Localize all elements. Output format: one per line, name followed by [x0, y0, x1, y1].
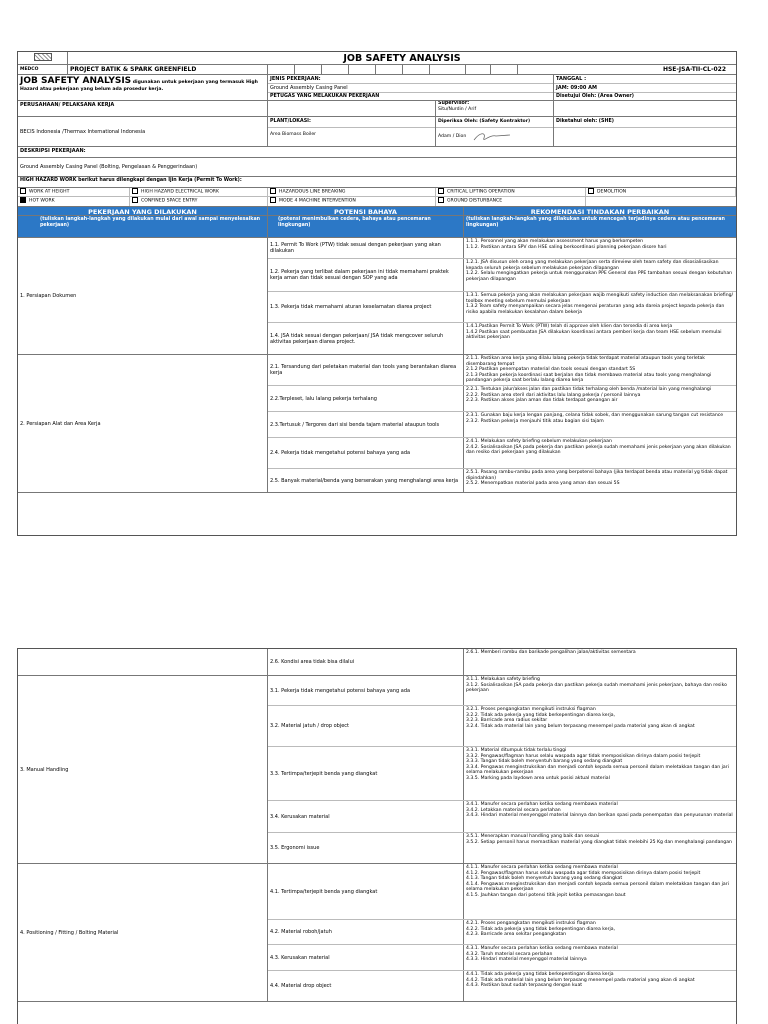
- potential-hazard: 1.1. Permit To Work (PTW) tidak sesuai dengan pekerjaan yang akan dilakukan: [268, 238, 464, 258]
- potential-hazard: 3.3. Tertimpa/terjepit benda yang diangkat: [268, 747, 464, 800]
- recommendation-line: 2.5.2. Menempatkan material pada area yang aman dan sesuai 5S: [466, 481, 620, 487]
- potential-hazard: 2.3.Tertusuk / Tergores dari sisi benda tajam material ataupun tools: [268, 412, 464, 437]
- hazard-row: [268, 355, 736, 386]
- recommendation-cell: [464, 706, 736, 746]
- perusahaan-value: BECIS Indonesia /Thermax International Indonesia: [20, 128, 146, 135]
- recommendation-line: 3.4.3. Hindari material menyenggol material lainnya dan berikan spasi pada penempatan dan penyusunan material: [466, 813, 733, 819]
- jsa-page-1: [17, 51, 737, 536]
- recommendation-line: 3.4.2. Letakkan material secara perlahan: [466, 807, 561, 813]
- recommendation-cell: [464, 971, 736, 1001]
- job-step-rows: [268, 355, 736, 492]
- hazard-checkbox[interactable]: [20, 197, 26, 203]
- potential-hazard: 3.5. Ergonomi issue: [268, 833, 464, 863]
- recommendation-line: 3.2.4. Tidak ada material lain yang belum terpasang menempel pada material yang akan di angkat: [466, 723, 695, 729]
- job-step-rows: [268, 238, 736, 354]
- recommendation-line: 3.5.2. Setiap personil harus memastikan material yang diangkat tidak melebihi 25 Kg dan menghalangi pandangan: [466, 839, 732, 845]
- hazard-label: HAZARDOUS LINE BREAKING: [279, 189, 346, 195]
- recommendation-line: 3.1.2. Sosialisasikan JSA pada pekerja dan pastikan pekerja sudah memahami jenis pekerjaan, bahaya dan resiko pekerjaan: [466, 682, 727, 694]
- recommendation-line: 2.1.1. Pastikan area kerja yang dilalu lalang pekerja tidak terdapat material ataupun tools yang terletak disembarang tempat: [466, 356, 705, 367]
- hazard-label: CONFINED SPACE ENTRY: [141, 198, 198, 204]
- hazard-checkbox[interactable]: [588, 188, 594, 194]
- diperiksa-row: [436, 128, 553, 146]
- recommendation-line: 3.3.2. Pengawas/flagman harus selalu waspada agar tidak memposisikan dirinya dalam posisi terjepit: [466, 753, 701, 759]
- recommendation-line: 2.2.1. Tentukan jalur/akses jalan dan pastikan tidak terhalang oleh benda /material lain yang menghalangi: [466, 387, 712, 392]
- plant-value: Area Biomass Boiler: [270, 132, 317, 137]
- spacer-f: [403, 65, 430, 74]
- recommendation-line: 3.3.5. Marking pada laydown area untuk posisi aktual material: [466, 775, 610, 781]
- deskripsi-value-row: [18, 158, 736, 177]
- col-sub-potensi: (potensi menimbulkan cedera, bahaya atau pencemaran lingkungan): [268, 216, 464, 237]
- column-header-row: [18, 207, 736, 216]
- col-header-potensi: POTENSI BAHAYA: [268, 207, 464, 215]
- signature-image: [472, 130, 512, 144]
- hazard-checkbox[interactable]: [20, 188, 26, 194]
- spacer-g: [430, 65, 466, 74]
- supervisor-spacer: [268, 101, 436, 116]
- recommendation-line: 2.4.2. Sosialisasikan JSA pada pekerja dan pastikan pekerja sudah memahami jenis pekerjaan yang akan dilakukan dan resiko dari pekerjaan yang dilakukan: [466, 444, 731, 456]
- job-step-block: [18, 238, 736, 355]
- recommendation-line: 2.3.2. Pastikan pekerja menjauhi titik atau bagian sisi tajam: [466, 418, 604, 424]
- recommendation-line: 1.3.2 Team safety menyampaikan secara jelas mengenai peraturan yang ada dareia project kepada pekerja dan risiko apabila melakukan kesalahan dalam bekerja: [466, 304, 725, 315]
- recommendation-cell: [464, 259, 736, 291]
- hazard-row: [268, 971, 736, 1001]
- potential-hazard: 1.3. Pekerja tidak memahami aturan keselamatan diarea project: [268, 292, 464, 322]
- main-title: JOB SAFETY ANALYSIS: [343, 53, 461, 64]
- recommendation-cell: [464, 920, 736, 944]
- recommendation-line: 2.4.1. Melakukan safety briefing sebelum melakukan pekerjaan: [466, 439, 612, 444]
- recommendation-line: 3.2.2. Tidak ada pekerja yang tidak berkepentingan diarea kerja,: [466, 712, 616, 718]
- job-step-name: 4. Positioning / Fitting / Bolting Material: [18, 864, 268, 1001]
- hazard-row: [268, 801, 736, 833]
- deskripsi-value: Ground Assembly Casing Panel (Bolting, Pengelasan & Penggerindaan): [20, 164, 198, 170]
- recommendation-line: 2.3.1. Gunakan baju kerja lengan panjang, celana tidak sobek, dan menggunakan sarung tangan cut resistance: [466, 413, 724, 418]
- hazard-option: [130, 197, 268, 206]
- diperiksa-cell: [436, 117, 554, 146]
- potential-hazard: 4.3. Kerusakan material: [268, 945, 464, 970]
- tanggal-label: TANGGAL :: [554, 75, 736, 84]
- hazard-row: [268, 747, 736, 801]
- jsa-title: JOB SAFETY ANALYSIS: [20, 76, 132, 86]
- hazard-checkbox[interactable]: [270, 188, 276, 194]
- recommendation-line: 3.2.3. Barricade area radius sekitar: [466, 718, 548, 724]
- recommendation-line: 4.3.3. Hindari material menyenggol material lainnya: [466, 957, 587, 963]
- recommendation-cell: [464, 412, 736, 437]
- jenis-value: Ground Assembly Casing Panel: [268, 84, 553, 93]
- hazard-option: [586, 188, 736, 197]
- hazard-row: [268, 292, 736, 323]
- jam-label: JAM: 09:00 AM: [554, 84, 736, 93]
- perusahaan-label: PERUSAHAAN/ PELAKSANA KERJA: [18, 101, 268, 116]
- col-sub-pekerjaan: (tuliskan langkah-langkah yang dilakukan mulai dari awal sampai menyelesaikan pekerjaan): [18, 216, 268, 237]
- logo-text: MEDCO: [18, 65, 68, 74]
- recommendation-line: 2.5.1. Pasang rambu-rambu pada area yang berpotensi bahaya (jika terdapat benda atau material yg tidak dapat dipindahkan): [466, 470, 728, 481]
- recommendation-cell: [464, 649, 736, 675]
- spacer-i: [491, 65, 518, 74]
- recommendation-line: 2.1.3 Pastikan pekerja koordinasi saat berjalan dan tidak membawa material atau tools yang menghalangi pandangan pekerja saat berlalu lalang diarea kerja: [466, 372, 712, 384]
- potential-hazard: 4.2. Material roboh/jatuh: [268, 920, 464, 944]
- hazard-row: [268, 323, 736, 354]
- tanggal-cell: [554, 75, 736, 100]
- recommendation-line: 2.6.1. Memberi rambu dan barikade pengalihan jalan/aktivitas sementara: [466, 650, 636, 655]
- spacer-d: [349, 65, 376, 74]
- hazard-row: [268, 238, 736, 259]
- hazard-option: [436, 197, 586, 206]
- steps-section-1: [18, 238, 736, 493]
- recommendation-line: 4.1.1. Manufer secara perlahan ketika sedang membawa material: [466, 865, 618, 870]
- plant-label: PLANT/LOKASI:: [268, 117, 435, 128]
- recommendation-line: 4.3.2. Taruh material secara perlahan: [466, 951, 553, 957]
- job-step-rows: [268, 676, 736, 863]
- potential-hazard: 3.4. Kerusakan material: [268, 801, 464, 832]
- jenis-cell: [268, 75, 554, 100]
- recommendation-line: 4.4.1. Tidak ada pekerja yang tidak berkepentingan diarea kerja: [466, 972, 614, 977]
- recommendation-cell: [464, 386, 736, 411]
- job-step-name: 1. Persiapan Dokumen: [18, 238, 268, 354]
- hazard-row: [268, 259, 736, 292]
- recommendation-cell: [464, 864, 736, 919]
- job-step-block: [18, 676, 736, 864]
- col-header-rekomendasi: REKOMENDASI TINDAKAN PERBAIKAN: [464, 207, 736, 215]
- potential-hazard: 4.1. Tertimpa/terjepit benda yang diangkat: [268, 864, 464, 919]
- diperiksa-value: Adam / Dion: [438, 134, 467, 139]
- hazard-option: [18, 197, 130, 206]
- recommendation-line: 3.3.4. Pengawas menginstruksikan dan menjadi contoh kepada semua personil dalam meletakkan tangan dan jari selama melakukan pekerjaan: [466, 764, 729, 776]
- recommendation-line: 4.3.1. Manufer secara perlahan ketika sedang membawa material: [466, 946, 618, 951]
- recommendation-line: 1.1.1. Personnel yang akan melakukan assessment harus yang berkompeten: [466, 239, 644, 244]
- hazard-checkbox[interactable]: [270, 197, 276, 203]
- hazard-option: [268, 188, 436, 197]
- hazard-label: DEMOLITION: [597, 189, 627, 195]
- deskripsi-label: DESKRIPSI PEKERJAAN:: [20, 148, 86, 154]
- recommendation-cell: [464, 676, 736, 705]
- jsa-desc-b: Hazard atau pekerjaan yang belum ada prosedur kerja.: [20, 87, 164, 92]
- recommendation-line: 2.2.2. Pastikan area steril dari aktivitas lalu lalang pekerja / personil lainnya: [466, 392, 641, 398]
- job-step-block: [18, 355, 736, 493]
- recommendation-line: 3.2.1. Proses pengangkatan mengikuti instruksi flagman: [466, 707, 596, 712]
- hazard-row: [268, 438, 736, 469]
- petugas-label: PETUGAS YANG MELAKUKAN PEKERJAAN: [270, 94, 380, 99]
- perusahaan-row: [18, 101, 736, 117]
- recommendation-cell: [464, 355, 736, 385]
- hazard-label: HIGH HAZARD ELECTRICAL WORK: [141, 189, 220, 195]
- hazard-option: [18, 188, 130, 197]
- recommendation-cell: [464, 238, 736, 258]
- spacer-b: [295, 65, 322, 74]
- recommendation-line: 1.2.2. Selalu mengingatkan pekerja untuk menggunakan PPE General dan PPE tambahan sesuai dengan kebutuhan pekerjaan dilapangan: [466, 271, 733, 282]
- hazard-row: [268, 676, 736, 706]
- company-logo: [34, 53, 52, 61]
- recommendation-line: 3.1.1. Melakukan safety briefing: [466, 677, 540, 682]
- steps-section-2: [18, 649, 736, 1002]
- recommendation-line: 1.3.1. Semua pekerja yang akan melakukan pekerjaan wajib mengikuti safety induction dan melaksanakan briefing/ toolbox meeting sebelum memulai pekerjaan: [466, 293, 734, 304]
- recommendation-line: 1.4.2 Pastikan saat pembuatan JSA dilakukan koordinasi antara pemberi kerja dan team HSE sebelum memulai aktivitas pekerjaan: [466, 329, 722, 341]
- recommendation-line: 4.4.2. Tidak ada material lain yang belum terpasang menempel pada material yang akan di angkat: [466, 977, 695, 983]
- recommendation-cell: [464, 945, 736, 970]
- hazard-option: [268, 197, 436, 206]
- supervisor-cell: [436, 101, 554, 116]
- recommendation-line: 4.2.1. Proses pengangkatan mengikuti instruksi flagman: [466, 921, 596, 926]
- recommendation-line: 4.1.2. Pengawas/flagman harus selalu waspada agar tidak memposisikan dirinya dalam posisi terjepit: [466, 870, 701, 876]
- recommendation-line: 3.4.1. Manufer secara perlahan ketika sedang membawa material: [466, 802, 618, 807]
- plant-cell: [268, 117, 436, 146]
- spacer-c: [322, 65, 349, 74]
- hazard-label: HOT WORK: [29, 198, 55, 204]
- job-step-name: 2. Persiapan Alat dan Area Kerja: [18, 355, 268, 492]
- hazard-row: [268, 864, 736, 920]
- jsa-title-cell: [18, 75, 268, 100]
- hazard-checkbox[interactable]: [438, 188, 444, 194]
- hazard-row: [268, 706, 736, 747]
- recommendation-line: 4.2.3. Barricade area sekitar pengangkatan: [466, 932, 567, 938]
- hazard-row: [268, 833, 736, 863]
- recommendation-line: 2.2.3. Pastikan akses jalan aman dan tidak terdapat genangan air: [466, 398, 618, 404]
- recommendation-cell: [464, 801, 736, 832]
- potential-hazard: 3.1. Pekerja tidak mengetahui potensi bahaya yang ada: [268, 676, 464, 705]
- hh-label: HIGH HAZARD WORK berikut harus dilengkapi dengan Ijin Kerja (Permit To Work):: [20, 178, 242, 183]
- job-step-name: [18, 649, 268, 675]
- hazard-row: [268, 469, 736, 492]
- potential-hazard: 4.4. Material drop object: [268, 971, 464, 1001]
- hazard-row: [268, 412, 736, 438]
- recommendation-cell: [464, 833, 736, 863]
- page-gap: [0, 536, 768, 648]
- hazard-row: [268, 386, 736, 412]
- hh-label-row: [18, 177, 736, 188]
- hazard-label: CRITICAL LIFTING OPERATION: [447, 189, 515, 195]
- job-step-block: [18, 864, 736, 1002]
- hazard-row: [268, 945, 736, 971]
- logo-cell: [18, 52, 68, 64]
- col-header-pekerjaan: PEKERJAAN YANG DILAKUKAN: [18, 207, 268, 215]
- diperiksa-label: Diperiksa Oleh: (Safety Kontraktor): [436, 117, 553, 128]
- recommendation-cell: [464, 438, 736, 468]
- recommendation-line: 4.2.2. Tidak ada pekerja yang tidak berkepentingan diarea kerja,: [466, 926, 616, 932]
- project-name: PROJECT BATIK & SPARK GREENFIELD: [68, 65, 268, 74]
- hazard-row: [268, 649, 736, 675]
- hazard-option: [436, 188, 586, 197]
- hazard-label: MODE 4 MACHINE INTERVENTION: [279, 198, 356, 204]
- recommendation-line: 1.1.2. Pastikan antara SPV dan HSE saling berkoordinasi planning pekerjaan disore hari: [466, 244, 667, 250]
- recommendation-line: 3.3.3. Tangan tidak boleh menyentuh barang yang sedang diangkat: [466, 759, 623, 765]
- owner-sign-cell: [554, 101, 736, 116]
- potential-hazard: 2.5. Banyak material/benda yang berserakan yang menghalangi area kerja: [268, 469, 464, 492]
- potential-hazard: 2.6. Kondisi area tidak bisa dilalui: [268, 649, 464, 675]
- hazard-checkbox[interactable]: [132, 188, 138, 194]
- disetujui-label: Disetujui Oleh: (Area Owner): [556, 94, 634, 99]
- hazard-row: [268, 920, 736, 945]
- spacer-e: [376, 65, 403, 74]
- plant-row: [18, 117, 736, 147]
- jsa-desc-a: digunakan untuk pekerjaan yang termasuk High: [132, 80, 258, 85]
- recommendation-line: 4.1.4. Pengawas menginstruksikan dan menjadi contoh kepada semua personil dalam meletakkan tangan dan jari selama melakukan pekerjaan: [466, 881, 729, 893]
- potential-hazard: 2.4. Pekerja tidak mengetahui potensi bahaya yang ada: [268, 438, 464, 468]
- supervisor-value: Situ/Nurdin / Arif: [438, 107, 477, 112]
- recommendation-line: 2.1.2 Pastikan penempatan material dan tools sesuai dengan standart 5S: [466, 367, 636, 373]
- project-row: [18, 65, 736, 75]
- title-row: [18, 52, 736, 65]
- potential-hazard: 2.2.Terpleset, lalu lalang pekerja terhalang: [268, 386, 464, 411]
- jenis-label: JENIS PEKERJAAN:: [268, 75, 553, 84]
- recommendation-cell: [464, 323, 736, 354]
- potential-hazard: 3.2. Material jatuh / drop object: [268, 706, 464, 746]
- potential-hazard: 1.2. Pekerja yang terlibat dalam pekerjaan ini tidak memahami praktek kerja aman dan tidak sesuai dengan SOP yang ada: [268, 259, 464, 291]
- col-sub-rekomendasi: (tuliskan langkah-langkah yang dilakukan untuk mencegah terjadinya cedera atau pencemaran lingkungan): [464, 216, 736, 237]
- spacer-h: [466, 65, 491, 74]
- potential-hazard: 2.1. Tersandung dari peletakan material dan tools yang berantakan diarea kerja: [268, 355, 464, 385]
- recommendation-line: 4.1.3. Tangan tidak boleh menyentuh barang yang sedang diangkat: [466, 876, 623, 882]
- hazard-option: [130, 188, 268, 197]
- hazard-checkbox[interactable]: [132, 197, 138, 203]
- diketahui-label: Diketahui oleh: (SHE): [554, 117, 736, 128]
- spacer-a: [268, 65, 295, 74]
- potential-hazard: 1.4. JSA tidak sesuai dengan pekerjaan/ JSA tidak mengcover seluruh aktivitas pekerjaan diarea project.: [268, 323, 464, 354]
- column-sub-row: [18, 216, 736, 238]
- recommendation-line: 1.4.1.Pastikan Permit To Work (PTW) telah di approve oleh klien dan tersedia di area kerja: [466, 324, 673, 329]
- job-step-name: 3. Manual Handling: [18, 676, 268, 863]
- supervisor-label: Supervisor:: [438, 101, 470, 106]
- form-code: HSE-JSA-TII-CL-022: [662, 66, 726, 73]
- recommendation-line: 1.2.1. JSA disusun oleh orang yang melakukan pekerjaan serta direview oleh team safety dan disosialisasikan kepada seluruh pekerja sebelum melakukan pekerjaan dilapangan: [466, 260, 719, 271]
- recommendation-line: 4.4.3. Pastikan baut sudah terpasang dengan kuat: [466, 983, 583, 989]
- hazard-label: GROUND DISTURBANCE: [447, 198, 503, 204]
- recommendation-cell: [464, 747, 736, 800]
- deskripsi-label-row: [18, 147, 736, 158]
- jsa-header-row: [18, 75, 736, 101]
- recommendation-line: 3.5.1. Menerapkan manual handling yang baik dan sesuai: [466, 834, 600, 839]
- job-step-rows: [268, 649, 736, 675]
- diketahui-cell: [554, 117, 736, 146]
- recommendation-line: 3.3.1. Material ditumpuk tidak terlalu tinggi: [466, 748, 567, 753]
- recommendation-line: 4.1.5. Jauhkan tangan dari potensi titik jepit ketika pemasangan baut: [466, 892, 626, 898]
- recommendation-cell: [464, 469, 736, 492]
- job-step-block: [18, 649, 736, 676]
- hazard-label: WORK AT HEIGHT: [29, 189, 70, 195]
- job-step-rows: [268, 864, 736, 1001]
- hazard-grid: [18, 188, 736, 207]
- recommendation-cell: [464, 292, 736, 322]
- perusahaan-value-cell: [18, 117, 268, 146]
- hazard-checkbox[interactable]: [438, 197, 444, 203]
- jsa-page-2: [17, 648, 737, 1024]
